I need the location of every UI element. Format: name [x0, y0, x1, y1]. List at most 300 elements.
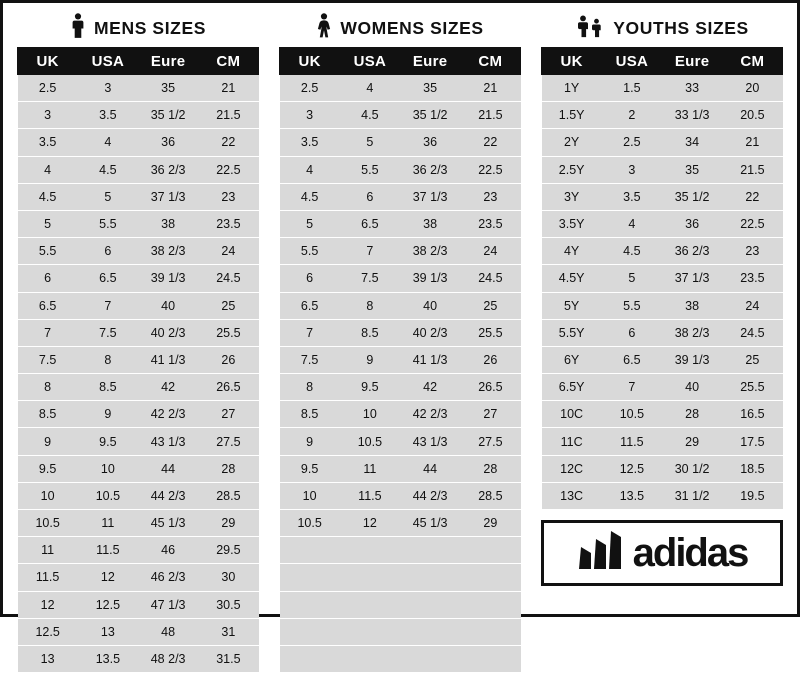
- table-cell: 4.5: [78, 156, 138, 183]
- table-row: [280, 210, 521, 237]
- table-cell: 23: [722, 238, 782, 265]
- table-cell: [340, 537, 400, 564]
- table-cell: 8: [340, 292, 400, 319]
- table-cell: 44 2/3: [400, 482, 460, 509]
- table-cell: [340, 591, 400, 618]
- table-cell: 38: [138, 210, 198, 237]
- table-row: [18, 428, 259, 455]
- table-cell: 7: [280, 319, 340, 346]
- table-cell: 1.5Y: [542, 102, 602, 129]
- table-cell: 21.5: [460, 102, 520, 129]
- mens-size-column: [17, 13, 259, 673]
- table-cell: 12C: [542, 455, 602, 482]
- table-header-row: [18, 48, 259, 75]
- table-cell: 25: [198, 292, 258, 319]
- table-row: [18, 319, 259, 346]
- table-cell: 36: [138, 129, 198, 156]
- table-cell: 3: [602, 156, 662, 183]
- table-cell: 42 2/3: [400, 401, 460, 428]
- table-cell: 22: [722, 183, 782, 210]
- column-header-cm: CM: [460, 48, 520, 75]
- mens-column-title: [17, 13, 259, 43]
- table-cell: 22.5: [198, 156, 258, 183]
- table-cell: 42 2/3: [138, 401, 198, 428]
- womens-column-title: [279, 13, 521, 43]
- table-cell: 21.5: [198, 102, 258, 129]
- table-cell: 5Y: [542, 292, 602, 319]
- table-cell: 16.5: [722, 401, 782, 428]
- table-cell: [460, 618, 520, 645]
- table-cell: 29: [662, 428, 722, 455]
- table-cell: 3.5: [602, 183, 662, 210]
- table-cell: 25.5: [460, 319, 520, 346]
- table-cell: 2.5: [280, 75, 340, 102]
- table-cell: 2.5: [602, 129, 662, 156]
- table-cell: 38: [400, 210, 460, 237]
- table-cell: 46: [138, 537, 198, 564]
- table-cell: 4.5Y: [542, 265, 602, 292]
- table-row: [18, 156, 259, 183]
- table-cell: 4: [280, 156, 340, 183]
- table-cell: 8.5: [280, 401, 340, 428]
- table-cell: 11.5: [78, 537, 138, 564]
- table-cell: 9: [280, 428, 340, 455]
- table-cell: 6: [18, 265, 78, 292]
- table-cell: 7.5: [340, 265, 400, 292]
- table-cell: [280, 591, 340, 618]
- table-row: [542, 292, 783, 319]
- table-header-row: [542, 48, 783, 75]
- table-cell: 4: [340, 75, 400, 102]
- table-cell: 28: [460, 455, 520, 482]
- table-cell: 8: [280, 374, 340, 401]
- table-cell: 28.5: [460, 482, 520, 509]
- table-cell: 11.5: [602, 428, 662, 455]
- table-cell: 10.5: [78, 482, 138, 509]
- table-cell: 13C: [542, 482, 602, 509]
- table-cell: 1.5: [602, 75, 662, 102]
- table-row: [280, 645, 521, 672]
- table-row: [542, 129, 783, 156]
- table-cell: 3.5: [18, 129, 78, 156]
- table-cell: 5: [78, 183, 138, 210]
- table-row: [280, 129, 521, 156]
- table-cell: 36 2/3: [138, 156, 198, 183]
- table-cell: 6.5: [340, 210, 400, 237]
- table-row: [280, 346, 521, 373]
- table-cell: 8.5: [18, 401, 78, 428]
- table-cell: 26.5: [460, 374, 520, 401]
- table-cell: [280, 645, 340, 672]
- column-header-usa: USA: [340, 48, 400, 75]
- table-row: [542, 156, 783, 183]
- table-cell: 2Y: [542, 129, 602, 156]
- youths-column-title: [541, 13, 783, 43]
- table-row: [542, 319, 783, 346]
- table-cell: 25: [722, 346, 782, 373]
- table-cell: 45 1/3: [138, 510, 198, 537]
- table-cell: 7: [602, 374, 662, 401]
- table-cell: 44 2/3: [138, 482, 198, 509]
- table-cell: 23.5: [460, 210, 520, 237]
- table-cell: 12.5: [78, 591, 138, 618]
- table-cell: 19.5: [722, 482, 782, 509]
- table-row: [280, 265, 521, 292]
- table-cell: 40 2/3: [400, 319, 460, 346]
- table-cell: 27: [460, 401, 520, 428]
- table-row: [280, 102, 521, 129]
- table-row: [280, 591, 521, 618]
- table-cell: 22: [460, 129, 520, 156]
- table-cell: 7.5: [18, 346, 78, 373]
- table-cell: 17.5: [722, 428, 782, 455]
- table-cell: 37 1/3: [400, 183, 460, 210]
- table-row: [280, 482, 521, 509]
- table-cell: 23.5: [198, 210, 258, 237]
- table-row: [280, 319, 521, 346]
- table-row: [542, 455, 783, 482]
- table-cell: 31.5: [198, 645, 258, 672]
- table-row: [280, 156, 521, 183]
- table-cell: 27: [198, 401, 258, 428]
- table-cell: 10.5: [340, 428, 400, 455]
- table-row: [18, 129, 259, 156]
- table-cell: 6Y: [542, 346, 602, 373]
- table-row: [280, 183, 521, 210]
- table-cell: 21: [460, 75, 520, 102]
- table-cell: 40: [138, 292, 198, 319]
- mens-size-table: [17, 47, 259, 673]
- table-cell: 13.5: [602, 482, 662, 509]
- table-row: [280, 75, 521, 102]
- man-icon: [70, 13, 86, 44]
- table-row: [18, 645, 259, 672]
- table-cell: 4.5: [602, 238, 662, 265]
- table-cell: 9: [340, 346, 400, 373]
- table-cell: 3.5Y: [542, 210, 602, 237]
- youths-size-table: [541, 47, 783, 510]
- table-cell: 39 1/3: [662, 346, 722, 373]
- table-cell: 8.5: [78, 374, 138, 401]
- table-cell: 10: [340, 401, 400, 428]
- table-cell: 35 1/2: [400, 102, 460, 129]
- table-cell: 3.5: [280, 129, 340, 156]
- table-cell: 7: [340, 238, 400, 265]
- table-cell: 4.5: [340, 102, 400, 129]
- table-row: [280, 401, 521, 428]
- table-cell: 25.5: [198, 319, 258, 346]
- womens-title-text: WOMENS SIZES: [340, 17, 484, 38]
- table-cell: 41 1/3: [138, 346, 198, 373]
- table-row: [18, 401, 259, 428]
- table-cell: 26: [198, 346, 258, 373]
- table-cell: 25.5: [722, 374, 782, 401]
- table-row: [542, 346, 783, 373]
- table-cell: 37 1/3: [138, 183, 198, 210]
- table-cell: 26: [460, 346, 520, 373]
- table-cell: 10: [280, 482, 340, 509]
- table-cell: 35 1/2: [138, 102, 198, 129]
- table-cell: 3: [78, 75, 138, 102]
- mens-title-text: MENS SIZES: [94, 17, 206, 38]
- table-cell: 9.5: [18, 455, 78, 482]
- table-cell: 8: [18, 374, 78, 401]
- table-row: [18, 183, 259, 210]
- table-cell: 29: [460, 510, 520, 537]
- table-cell: 5: [280, 210, 340, 237]
- table-cell: 10: [18, 482, 78, 509]
- table-cell: 28: [662, 401, 722, 428]
- table-cell: 5: [602, 265, 662, 292]
- table-cell: 7.5: [280, 346, 340, 373]
- table-cell: 2.5Y: [542, 156, 602, 183]
- size-chart-columns: [17, 13, 783, 673]
- table-cell: 10C: [542, 401, 602, 428]
- table-cell: 20: [722, 75, 782, 102]
- table-cell: 4: [18, 156, 78, 183]
- table-cell: [460, 564, 520, 591]
- table-cell: 8: [78, 346, 138, 373]
- table-row: [280, 374, 521, 401]
- table-cell: 3: [18, 102, 78, 129]
- table-cell: 2.5: [18, 75, 78, 102]
- table-cell: 4: [602, 210, 662, 237]
- table-cell: 24.5: [198, 265, 258, 292]
- brand-logo: [541, 520, 783, 586]
- table-cell: 5: [18, 210, 78, 237]
- table-cell: 4.5: [280, 183, 340, 210]
- table-cell: 29: [198, 510, 258, 537]
- column-header-usa: USA: [78, 48, 138, 75]
- table-cell: 5.5: [340, 156, 400, 183]
- table-cell: 4: [78, 129, 138, 156]
- table-cell: 31: [198, 618, 258, 645]
- youths-table-body: [542, 75, 783, 510]
- table-row: [18, 564, 259, 591]
- table-cell: 41 1/3: [400, 346, 460, 373]
- column-header-uk: UK: [542, 48, 602, 75]
- table-row: [280, 455, 521, 482]
- table-cell: 7.5: [78, 319, 138, 346]
- table-cell: 25: [460, 292, 520, 319]
- table-cell: 24: [722, 292, 782, 319]
- table-cell: 26.5: [198, 374, 258, 401]
- womens-size-column: [279, 13, 521, 673]
- table-row: [542, 482, 783, 509]
- table-cell: 36 2/3: [400, 156, 460, 183]
- table-cell: 10: [78, 455, 138, 482]
- table-cell: 39 1/3: [400, 265, 460, 292]
- table-cell: 11.5: [18, 564, 78, 591]
- table-cell: 34: [662, 129, 722, 156]
- table-cell: 39 1/3: [138, 265, 198, 292]
- table-cell: 42: [138, 374, 198, 401]
- table-cell: 5.5Y: [542, 319, 602, 346]
- table-cell: 5.5: [602, 292, 662, 319]
- table-cell: 12: [340, 510, 400, 537]
- table-row: [18, 591, 259, 618]
- table-cell: 6.5: [602, 346, 662, 373]
- table-cell: 24.5: [460, 265, 520, 292]
- table-cell: 42: [400, 374, 460, 401]
- table-cell: 31 1/2: [662, 482, 722, 509]
- table-row: [280, 618, 521, 645]
- table-cell: 38: [662, 292, 722, 319]
- mens-table-body: [18, 75, 259, 673]
- column-header-uk: UK: [280, 48, 340, 75]
- table-cell: 37 1/3: [662, 265, 722, 292]
- table-row: [280, 537, 521, 564]
- table-cell: [340, 564, 400, 591]
- table-row: [18, 346, 259, 373]
- youths-size-column: [541, 13, 783, 586]
- table-cell: 6: [340, 183, 400, 210]
- table-cell: 11: [18, 537, 78, 564]
- table-row: [542, 75, 783, 102]
- adidas-three-bars-icon: [577, 531, 629, 576]
- column-header-eure: Eure: [662, 48, 722, 75]
- table-cell: [460, 537, 520, 564]
- table-cell: 7: [18, 319, 78, 346]
- woman-icon: [316, 13, 332, 44]
- table-row: [280, 428, 521, 455]
- table-cell: 30.5: [198, 591, 258, 618]
- table-cell: 44: [138, 455, 198, 482]
- table-cell: 2: [602, 102, 662, 129]
- table-cell: 12: [78, 564, 138, 591]
- table-cell: 46 2/3: [138, 564, 198, 591]
- table-cell: 27.5: [460, 428, 520, 455]
- table-cell: 4.5: [18, 183, 78, 210]
- womens-table-body: [280, 75, 521, 673]
- table-row: [542, 428, 783, 455]
- table-row: [18, 292, 259, 319]
- column-header-eure: Eure: [138, 48, 198, 75]
- table-cell: [460, 591, 520, 618]
- table-row: [18, 75, 259, 102]
- table-cell: 43 1/3: [400, 428, 460, 455]
- table-cell: 11.5: [340, 482, 400, 509]
- table-cell: 40: [400, 292, 460, 319]
- table-row: [280, 238, 521, 265]
- table-cell: 9.5: [78, 428, 138, 455]
- table-row: [542, 210, 783, 237]
- table-header-row: [280, 48, 521, 75]
- table-cell: 36: [662, 210, 722, 237]
- column-header-usa: USA: [602, 48, 662, 75]
- table-cell: 6: [602, 319, 662, 346]
- table-cell: 33 1/3: [662, 102, 722, 129]
- table-cell: 23.5: [722, 265, 782, 292]
- table-cell: 9.5: [280, 455, 340, 482]
- table-cell: 30 1/2: [662, 455, 722, 482]
- table-cell: 6: [280, 265, 340, 292]
- table-cell: 12: [18, 591, 78, 618]
- table-cell: [400, 564, 460, 591]
- table-cell: 29.5: [198, 537, 258, 564]
- table-cell: 5.5: [18, 238, 78, 265]
- table-cell: 1Y: [542, 75, 602, 102]
- table-cell: 36: [400, 129, 460, 156]
- table-cell: 43 1/3: [138, 428, 198, 455]
- table-cell: 10.5: [18, 510, 78, 537]
- table-cell: [400, 618, 460, 645]
- column-header-uk: UK: [18, 48, 78, 75]
- table-cell: 35 1/2: [662, 183, 722, 210]
- children-icon: [575, 13, 605, 44]
- table-row: [18, 482, 259, 509]
- table-cell: 10.5: [280, 510, 340, 537]
- table-cell: 22: [198, 129, 258, 156]
- table-row: [18, 210, 259, 237]
- table-cell: 35: [400, 75, 460, 102]
- table-cell: 30: [198, 564, 258, 591]
- table-cell: 13: [18, 645, 78, 672]
- table-cell: 48: [138, 618, 198, 645]
- table-cell: 28: [198, 455, 258, 482]
- table-cell: 11C: [542, 428, 602, 455]
- table-cell: 28.5: [198, 482, 258, 509]
- table-cell: 3: [280, 102, 340, 129]
- table-cell: 40 2/3: [138, 319, 198, 346]
- table-cell: 12.5: [602, 455, 662, 482]
- table-row: [542, 374, 783, 401]
- table-row: [18, 374, 259, 401]
- table-cell: 38 2/3: [662, 319, 722, 346]
- table-cell: [280, 537, 340, 564]
- table-cell: 9: [78, 401, 138, 428]
- table-cell: 6.5: [18, 292, 78, 319]
- table-cell: 8.5: [340, 319, 400, 346]
- table-cell: 13: [78, 618, 138, 645]
- table-row: [18, 238, 259, 265]
- table-cell: 40: [662, 374, 722, 401]
- table-cell: 22.5: [722, 210, 782, 237]
- table-cell: 18.5: [722, 455, 782, 482]
- table-cell: 44: [400, 455, 460, 482]
- table-row: [542, 238, 783, 265]
- table-cell: 5.5: [78, 210, 138, 237]
- table-cell: [340, 618, 400, 645]
- table-cell: 11: [340, 455, 400, 482]
- table-cell: 24: [460, 238, 520, 265]
- table-cell: 23: [198, 183, 258, 210]
- table-cell: 47 1/3: [138, 591, 198, 618]
- table-cell: 6.5Y: [542, 374, 602, 401]
- table-cell: 22.5: [460, 156, 520, 183]
- table-cell: [400, 537, 460, 564]
- table-cell: 11: [78, 510, 138, 537]
- table-row: [18, 455, 259, 482]
- table-cell: 13.5: [78, 645, 138, 672]
- table-cell: 5: [340, 129, 400, 156]
- table-cell: 24.5: [722, 319, 782, 346]
- table-row: [18, 537, 259, 564]
- table-cell: 35: [662, 156, 722, 183]
- table-row: [18, 510, 259, 537]
- table-cell: 6.5: [280, 292, 340, 319]
- table-row: [280, 564, 521, 591]
- table-cell: 3Y: [542, 183, 602, 210]
- table-cell: 12.5: [18, 618, 78, 645]
- table-row: [18, 102, 259, 129]
- table-cell: [340, 645, 400, 672]
- table-row: [280, 292, 521, 319]
- table-cell: 23: [460, 183, 520, 210]
- table-row: [542, 183, 783, 210]
- table-cell: 9: [18, 428, 78, 455]
- table-row: [542, 401, 783, 428]
